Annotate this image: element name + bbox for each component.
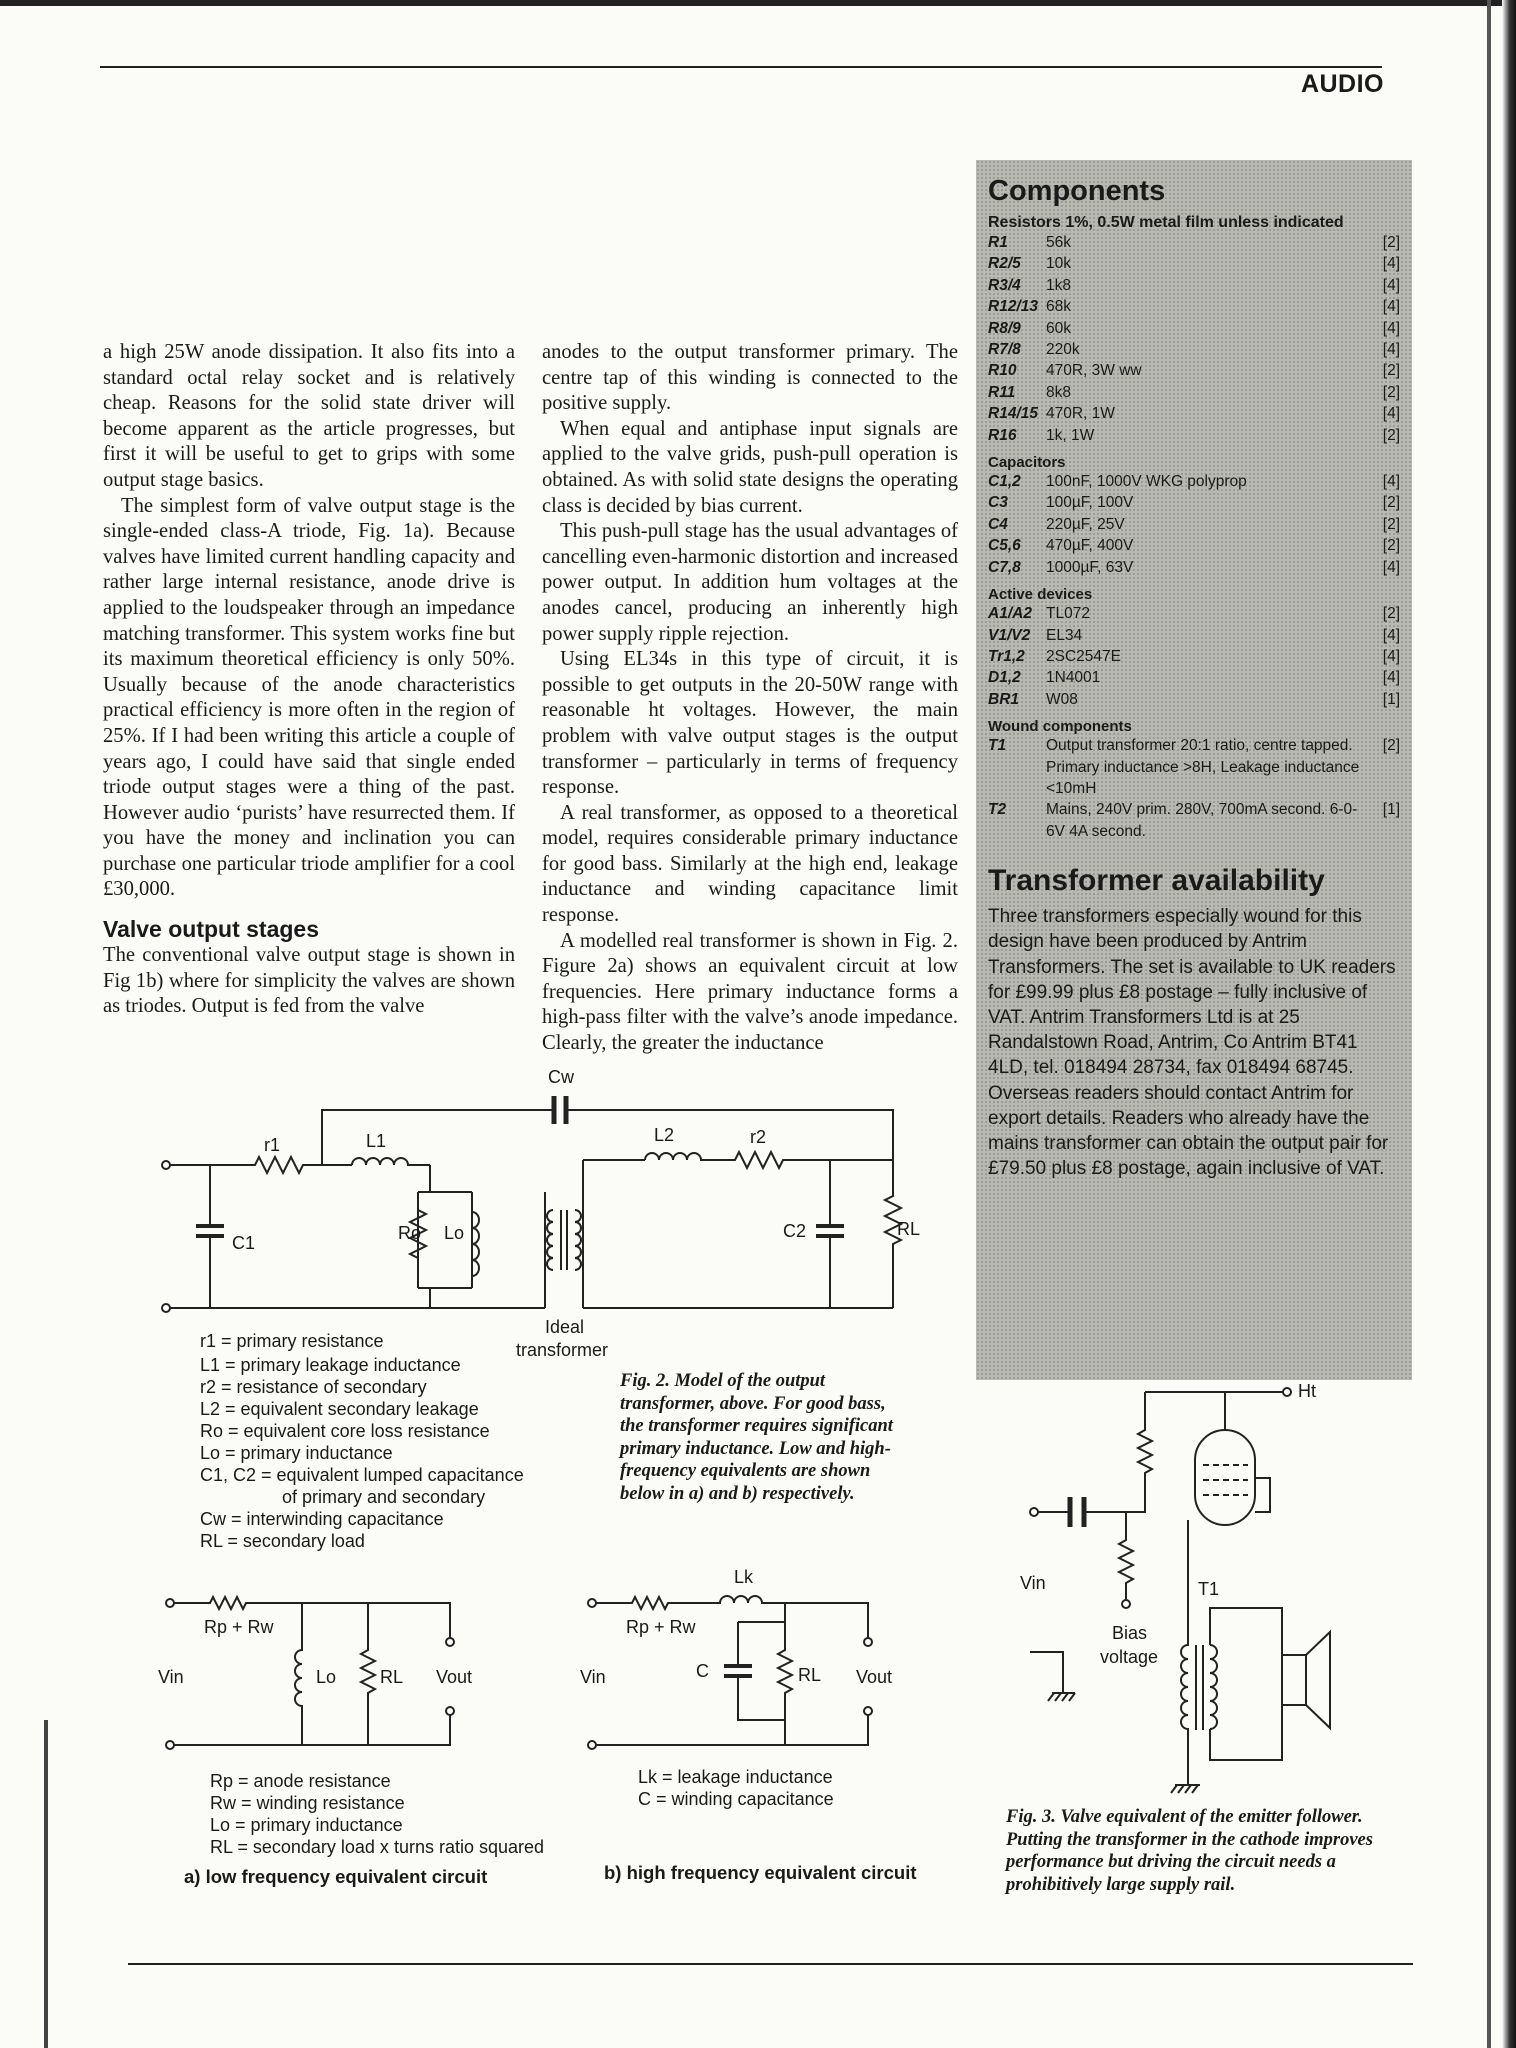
label-cw: Cw [548, 1067, 574, 1087]
label-rp-rw-b: Rp + Rw [626, 1617, 696, 1637]
fig2b-legend [638, 1766, 834, 1810]
component-qty: [4] [1382, 255, 1400, 273]
legend-item: RL = secondary load [200, 1531, 365, 1551]
component-qty: [4] [1382, 473, 1400, 491]
component-ref: BR1 [988, 690, 1020, 708]
label-rl-a: RL [380, 1667, 404, 1687]
component-qty: [2] [1382, 383, 1400, 401]
legend-item: r2 = resistance of secondary [200, 1377, 427, 1397]
component-value: Output transformer 20:1 ratio, centre tapped. Primary inductance >8H, Leakage inductance <10mH [1046, 737, 1360, 797]
label-l2: L2 [654, 1125, 675, 1145]
component-value: 2SC2547E [1046, 647, 1121, 665]
label-vin-b: Vin [580, 1667, 606, 1687]
legend-item: RL = secondary load x turns ratio squared [210, 1837, 545, 1857]
transformer-title: Transformer availability [988, 864, 1325, 898]
component-value: 100nF, 1000V WKG polyprop [1046, 473, 1247, 491]
component-qty: [4] [1382, 276, 1400, 294]
fig2a-title: a) low frequency equivalent circuit [184, 1866, 488, 1887]
component-value: 1000µF, 63V [1046, 558, 1134, 576]
label-ht: Ht [1298, 1381, 1316, 1401]
label-lo-a: Lo [316, 1667, 337, 1687]
label-voltage: voltage [1100, 1647, 1159, 1667]
component-ref: T1 [988, 737, 1007, 755]
label-rl: RL [897, 1219, 921, 1239]
component-ref: A1/A2 [988, 605, 1032, 623]
transformer-text: Three transformers especially wound for this design have been produced by Antrim Transformers. The set is available to UK readers for £99.99 plus £8 postage – fully inclusive of VAT. Antrim Transformers Ltd is at 25 Randalstown Road, Antrim, Co Antrim BT41 4LD, tel. 018494 28734, fax 018494 68745. Overseas readers should contact Antrim for export details. Readers who already have the mains transformer can obtain the output pair for £79.50 plus £8 postage, again inclusive of VAT. [988, 906, 1396, 1180]
component-value: 220µF, 25V [1046, 515, 1125, 533]
component-value: 56k [1046, 234, 1071, 251]
label-vin-3: Vin [1020, 1573, 1046, 1593]
component-qty: [4] [1382, 319, 1400, 337]
component-ref: R14/15 [988, 405, 1038, 423]
label-vin-a: Vin [158, 1667, 184, 1687]
component-value: 100µF, 100V [1046, 494, 1134, 512]
fig2-circuit [162, 1096, 901, 1312]
legend-item: C = winding capacitance [638, 1789, 834, 1809]
col2-paragraph-3: This push-pull stage has the usual advantages of cancelling even-harmonic distortion and increased power output. In addition hum voltages at the anodes cancel, producing an inherently high power supply ripple rejection. [542, 520, 958, 645]
component-qty: [4] [1382, 298, 1400, 316]
component-qty: [1] [1382, 801, 1400, 819]
col2-paragraph-4: Using EL34s in this type of circuit, it is possible to get outputs in the 20-50W range with reasonable ht voltages. However, the main problem with valve output stages is the output transformer – particularly in terms of frequency response. [542, 648, 958, 799]
component-ref: R16 [988, 426, 1017, 444]
component-value: 1k, 1W [1046, 426, 1095, 444]
label-c2: C2 [783, 1221, 807, 1241]
legend-item: L2 = equivalent secondary leakage [200, 1399, 479, 1419]
legend-item: Lk = leakage inductance [638, 1767, 833, 1787]
fig2a-legend [210, 1770, 544, 1858]
component-ref: Tr1,2 [988, 647, 1025, 665]
component-qty: [4] [1382, 626, 1400, 644]
col1-paragraph-2: The simplest form of valve output stage is the single-ended class-A triode, Fig. 1a). Because valves have limited current handling capacity and rather large internal resistance, anode drive is applied to the loudspeaker through an impedance matching transformer. This system works fine but its maximum theoretical efficiency is only 50%. Usually because of the anode characteristics practical efficiency is more often in the region of 25%. If I had been writing this article a couple of years ago, I could have said that single ended triode output stages were a thing of the past. However audio ‘purists’ have resurrected them. If you have the money and inclination you can purchase one particular triode amplifier for a cool £30,000. [103, 494, 515, 901]
label-ideal: Ideal [545, 1317, 585, 1337]
label-r2: r2 [750, 1127, 767, 1147]
component-ref: V1/V2 [988, 626, 1031, 644]
col2-paragraph-5: A real transformer, as opposed to a theoretical model, requires considerable primary inductance for good bass. Similarly at the high end, leakage inductance and winding capacitance limit response. [542, 801, 958, 927]
component-qty: [4] [1382, 558, 1400, 576]
component-qty: [2] [1382, 537, 1400, 555]
components-title: Components [988, 175, 1166, 207]
label-lo: Lo [444, 1223, 465, 1243]
fig2-legend [200, 1330, 524, 1550]
component-value: 1N4001 [1046, 669, 1101, 687]
component-qty: [1] [1382, 690, 1400, 708]
fig3-circuit [1030, 1388, 1330, 1793]
component-qty: [4] [1382, 647, 1400, 665]
label-lk-b: Lk [734, 1567, 754, 1587]
wound-heading: Wound components [988, 718, 1132, 736]
component-qty: [4] [1382, 669, 1400, 687]
component-value: EL34 [1046, 626, 1083, 644]
component-ref: R11 [988, 383, 1016, 401]
active-heading: Active devices [988, 586, 1093, 604]
component-qty: [2] [1382, 515, 1400, 533]
legend-item: C1, C2 = equivalent lumped capacitance [200, 1465, 524, 1485]
col1-heading: Valve output stages [103, 916, 320, 943]
col2-paragraph-1: anodes to the output transformer primary. The centre tap of this winding is connected to the positive supply. [542, 341, 958, 415]
component-ref: R8/9 [988, 319, 1021, 337]
component-qty: [2] [1382, 234, 1400, 251]
label-vout-a: Vout [436, 1667, 473, 1687]
component-ref: R10 [988, 362, 1017, 380]
label-vout-b: Vout [856, 1667, 893, 1687]
legend-item: Lo = primary inductance [210, 1815, 403, 1835]
legend-item: L1 = primary leakage inductance [200, 1355, 461, 1375]
component-value: 8k8 [1046, 383, 1071, 401]
component-ref: R1 [988, 234, 1008, 251]
component-ref: C4 [988, 515, 1008, 533]
component-ref: R3/4 [988, 276, 1021, 294]
section-label: AUDIO [1300, 70, 1384, 98]
col2-paragraph-6: A modelled real transformer is shown in Fig. 2. Figure 2a) shows an equivalent circuit at low frequencies. Here primary inductance forms a high-pass filter with the valve’s anode impedance. Clearly, the greater the inductance [542, 929, 958, 1055]
component-value: TL072 [1046, 605, 1090, 623]
capacitors-heading: Capacitors [988, 454, 1066, 472]
component-qty: [2] [1382, 494, 1400, 512]
label-c-b: C [696, 1661, 709, 1681]
col1-paragraph-1: a high 25W anode dissipation. It also fits into a standard octal relay socket and is relatively cheap. Reasons for the solid state driver will become apparent as the article progresses, but first it will be useful to get to grips with some output stage basics. [103, 341, 515, 491]
component-value: 470R, 1W [1046, 405, 1115, 423]
component-qty: [4] [1382, 405, 1400, 423]
col2-paragraph-2: When equal and antiphase input signals are applied to the valve grids, push-pull operation is obtained. As with solid state designs the operating class is decided by bias current. [542, 417, 958, 517]
fig2-caption: Fig. 2. Model of the output transformer, above. For good bass, the transformer requires significant primary inductance. Low and high-frequency equivalents are shown below in a) and b) respectively. [620, 1371, 893, 1504]
component-ref: T2 [988, 801, 1007, 819]
component-qty: [2] [1382, 426, 1400, 444]
label-rl-b: RL [798, 1665, 822, 1685]
legend-item: Rp = anode resistance [210, 1771, 391, 1791]
legend-item: r1 = primary resistance [200, 1331, 384, 1351]
component-value: 68k [1046, 298, 1071, 316]
component-qty: [4] [1382, 341, 1400, 359]
component-ref: R12/13 [988, 298, 1038, 316]
component-value: W08 [1046, 690, 1078, 708]
component-ref: C1,2 [988, 473, 1021, 491]
legend-item: of primary and secondary [282, 1487, 486, 1507]
label-bias: Bias [1112, 1623, 1148, 1643]
label-r1: r1 [264, 1135, 281, 1155]
component-qty: [2] [1382, 737, 1400, 755]
component-qty: [2] [1382, 362, 1400, 380]
footer-rule [128, 1963, 1413, 1965]
component-ref: D1,2 [988, 669, 1021, 687]
legend-item: Cw = interwinding capacitance [200, 1509, 444, 1529]
component-ref: R2/5 [988, 255, 1021, 273]
label-c1: C1 [232, 1233, 256, 1253]
label-transformer: transformer [516, 1340, 609, 1360]
component-ref: R7/8 [988, 341, 1021, 359]
resistors-heading: Resistors 1%, 0.5W metal film unless indicated [988, 214, 1344, 231]
fig2b-title: b) high frequency equivalent circuit [604, 1862, 917, 1883]
legend-item: Ro = equivalent core loss resistance [200, 1421, 490, 1441]
component-value: 470µF, 400V [1046, 537, 1134, 555]
label-rp-rw-a: Rp + Rw [204, 1617, 274, 1637]
label-t1: T1 [1198, 1579, 1220, 1599]
label-ro: Ro [398, 1223, 422, 1243]
component-value: Mains, 240V prim. 280V, 700mA second. 6-0-6V 4A second. [1046, 801, 1358, 840]
label-l1: L1 [366, 1131, 387, 1151]
component-ref: C5,6 [988, 537, 1021, 555]
component-value: 10k [1046, 255, 1071, 273]
component-value: 1k8 [1046, 276, 1071, 294]
component-qty: [2] [1382, 605, 1400, 623]
component-value: 60k [1046, 319, 1071, 337]
legend-item: Rw = winding resistance [210, 1793, 405, 1813]
col1-paragraph-3: The conventional valve output stage is shown in Fig 1b) where for simplicity the valves are shown as triodes. Output is fed from the valve [103, 944, 515, 1018]
legend-item: Lo = primary inductance [200, 1443, 393, 1463]
component-value: 220k [1046, 341, 1080, 359]
fig3-caption: Fig. 3. Valve equivalent of the emitter follower. Putting the transformer in the cathode improves performance but driving the circuit needs a prohibitively large supply rail. [1006, 1807, 1373, 1895]
component-value: 470R, 3W ww [1046, 362, 1142, 380]
component-ref: C3 [988, 494, 1008, 512]
component-ref: C7,8 [988, 558, 1021, 576]
